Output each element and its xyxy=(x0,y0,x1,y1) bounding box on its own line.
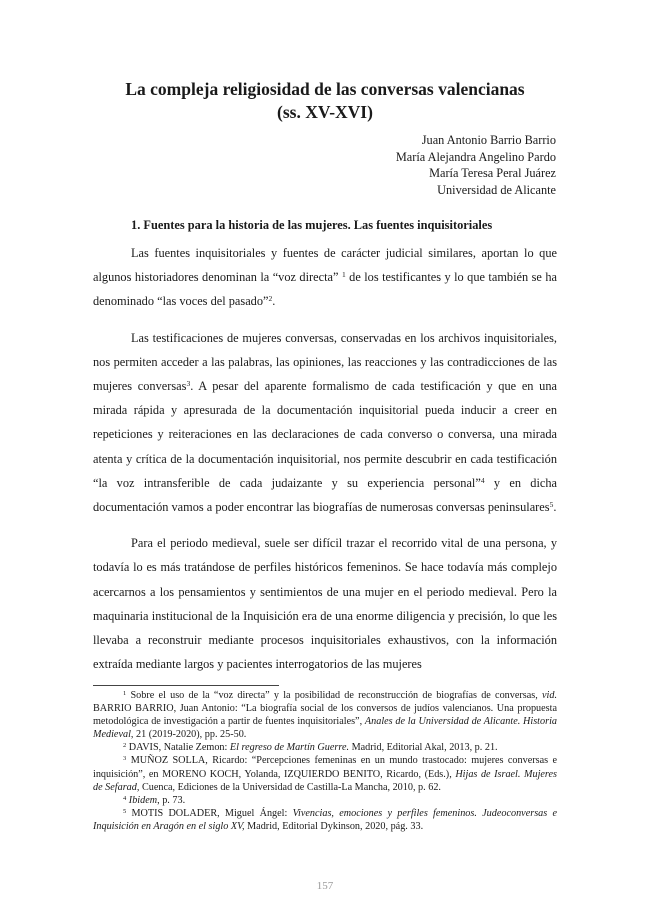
footnote-1-text-a: Sobre el uso de la “voz directa” y la posibilidad de reconstrucción de biografías de conversas, xyxy=(130,690,542,701)
footnote-3-number: 3 xyxy=(123,755,127,763)
footnote-ref-2[interactable]: 2 xyxy=(268,294,273,304)
footnotes xyxy=(93,689,557,833)
footnote-divider xyxy=(93,685,279,686)
footnote-5-number: 5 xyxy=(123,807,127,815)
footnote-2 xyxy=(93,741,557,754)
p1-text-c: . xyxy=(272,294,276,309)
p2-text-c: y en dicha documentación vamos a poder encontrar las biografías de numerosas conversas peninsulares xyxy=(93,475,558,515)
footnote-4-number: 4 xyxy=(123,794,127,802)
title-line-1: La compleja religiosidad de las conversas valencianas xyxy=(125,79,525,99)
footnote-4 xyxy=(93,794,557,807)
footnote-ref-1[interactable]: 1 xyxy=(341,270,346,280)
footnote-5 xyxy=(93,807,557,833)
footnote-3-text-b: Cuenca, Ediciones de la Universidad de Castilla-La Mancha, 2010, p. 62. xyxy=(139,781,441,793)
footnote-2-text-a: DAVIS, Natalie Zemon: xyxy=(128,742,230,754)
paragraph-2 xyxy=(93,326,557,520)
footnote-1-text-b: BARRIO BARRIO, Juan Antonio: “La biografía social de los conversos de judíos valencianos. Una propuesta metodológica de investigación a partir de fuentes inquisitoriales”, xyxy=(93,703,557,728)
footnote-5-text-a: MOTIS DOLADER, Miguel Ángel: xyxy=(131,807,293,819)
footnote-ref-4[interactable]: 4 xyxy=(480,475,485,485)
footnote-5-text-b: Madrid, Editorial Dykinson, 2020, pág. 33. xyxy=(244,820,424,832)
footnote-1-number: 1 xyxy=(123,690,127,697)
footnote-3 xyxy=(93,754,557,793)
p1-text-b: de los testificantes y lo que también se ha denominado “las voces del pasado” xyxy=(93,270,557,309)
footnote-3-text-a: MUÑOZ SOLLA, Ricardo: “Percepciones femeninas en un mundo trastocado: mujeres conversas e inquisición”, en MORENO KOCH, Yolanda, IZQUIERDO BENITO, Ricardo, (Eds.), xyxy=(93,755,558,780)
paragraph-1 xyxy=(93,241,557,314)
paragraph-3: Para el periodo medieval, suele ser difícil trazar el recorrido vital de una persona, y todavía lo es más tratándose de perfiles históricos femeninos. Se hace todavía más complejo acercarnos a los pensamientos y sentimientos de una mujer en el periodo medieval. Pero la maquinaria institucional de la Inquisición era de una enorme diligencia y precisión, lo que les llevaba a reconstruir mediante procesos inquisitoriales exhaustivos, con la información extraída mediante largos y pacientes interrogatorios de las mujeres xyxy=(93,536,557,672)
footnote-1-text-c: , 21 (2019-2020), pp. 25-50. xyxy=(130,729,247,741)
author-1: Juan Antonio Barrio Barrio xyxy=(421,133,556,147)
footnote-1-journal: Anales de la Universidad de Alicante. Historia Medieval xyxy=(93,716,558,741)
footnote-2-book: El regreso de Martín Guerre. xyxy=(229,742,350,754)
footnote-ref-3[interactable]: 3 xyxy=(186,379,191,389)
p1-text-a: Las fuentes inquisitoriales y fuentes de carácter judicial similares, aportan lo que algunos historiadores denominan la “voz directa” xyxy=(93,246,557,285)
footnote-1-vid: vid. xyxy=(542,690,557,701)
footnote-2-number: 2 xyxy=(123,742,127,750)
footnote-2-text-b: Madrid, Editorial Akal, 2013, p. 21. xyxy=(349,742,498,754)
footnote-1 xyxy=(93,689,557,741)
footnote-5-book: Vivencias, emociones y perfiles femeninos. Judeoconversas e Inquisición en Aragón en el siglo XV, xyxy=(93,807,557,832)
footnote-4-ibidem: Ibidem xyxy=(128,794,158,806)
author-block xyxy=(396,132,556,198)
footnote-3-book: Hijas de Israel. Mujeres de Sefarad, xyxy=(93,768,557,793)
body-text xyxy=(93,241,557,688)
footnote-4-text-a: , p. 73. xyxy=(157,794,186,806)
p2-text-a: Las testificaciones de mujeres conversas, conservadas en los archivos inquisitoriales, nos permiten acceder a las palabras, las opiniones, las reacciones y las contradicciones de las mujeres conversas xyxy=(93,330,557,394)
title-line-2: (ss. XV-XVI) xyxy=(277,102,373,122)
article-title xyxy=(60,78,590,124)
page-number: 157 xyxy=(316,880,334,892)
p2-text-b: . A pesar del aparente formalismo de cada testificación y que en una mirada rápida y apresurada de la documentación inquisitorial pueda inducir a creer en repeticiones y reiteraciones en las declaraciones de cada converso o conversa, una mirada atenta y crítica de la documentación inquisitorial, nos permite descubrir en cada testificación “la voz intransferible de cada judaizante y su experiencia personal” xyxy=(93,379,557,490)
author-3: María Teresa Peral Juárez xyxy=(429,166,556,180)
affiliation: Universidad de Alicante xyxy=(437,182,556,197)
p2-text-d: . xyxy=(553,500,557,515)
section-heading: 1. Fuentes para la historia de las mujeres. Las fuentes inquisitoriales xyxy=(131,218,493,232)
footnote-ref-5[interactable]: 5 xyxy=(549,500,554,510)
author-2: María Alejandra Angelino Pardo xyxy=(395,149,556,164)
